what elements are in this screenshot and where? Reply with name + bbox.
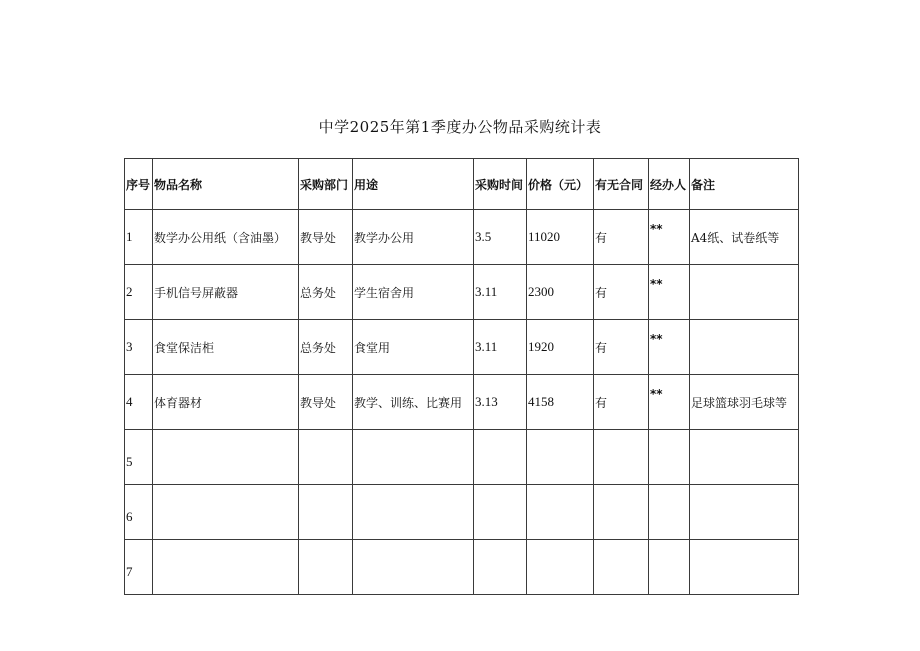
cell-item-name: 手机信号屏蔽器 (153, 265, 299, 320)
cell-remarks (690, 430, 799, 485)
cell-index: 7 (125, 540, 153, 595)
table-row (125, 265, 799, 320)
table-row (125, 375, 799, 430)
cell-purchase-time: 3.13 (474, 375, 527, 430)
cell-purpose (353, 430, 474, 485)
cell-handler (649, 540, 690, 595)
cell-price: 1920 (527, 320, 594, 375)
cell-contract: 有 (594, 375, 649, 430)
cell-item-name: 体育器材 (153, 375, 299, 430)
cell-department: 教导处 (299, 210, 353, 265)
cell-contract: 有 (594, 320, 649, 375)
cell-purpose: 教学办公用 (353, 210, 474, 265)
cell-price: 4158 (527, 375, 594, 430)
cell-purchase-time (474, 430, 527, 485)
header-index: 序号 (125, 159, 153, 210)
cell-purchase-time: 3.11 (474, 265, 527, 320)
cell-purchase-time (474, 540, 527, 595)
header-price: 价格（元） (527, 159, 594, 210)
cell-price (527, 430, 594, 485)
cell-index: 1 (125, 210, 153, 265)
cell-handler: ** (649, 265, 690, 320)
cell-item-name: 食堂保洁柜 (153, 320, 299, 375)
cell-remarks: A4纸、试卷纸等 (690, 210, 799, 265)
cell-index: 3 (125, 320, 153, 375)
cell-purpose (353, 485, 474, 540)
cell-index: 2 (125, 265, 153, 320)
cell-purchase-time: 3.5 (474, 210, 527, 265)
cell-price (527, 540, 594, 595)
document-title: 中学2025年第1季度办公物品采购统计表 (318, 118, 602, 136)
procurement-table (124, 158, 799, 595)
cell-purchase-time: 3.11 (474, 320, 527, 375)
cell-department (299, 485, 353, 540)
cell-department: 总务处 (299, 265, 353, 320)
cell-purpose: 教学、训练、比赛用 (353, 375, 474, 430)
cell-remarks: 足球篮球羽毛球等 (690, 375, 799, 430)
cell-price: 2300 (527, 265, 594, 320)
cell-remarks (690, 265, 799, 320)
cell-contract (594, 540, 649, 595)
cell-index: 5 (125, 430, 153, 485)
cell-remarks (690, 540, 799, 595)
cell-department (299, 540, 353, 595)
cell-handler: ** (649, 320, 690, 375)
cell-remarks (690, 485, 799, 540)
table-row (125, 485, 799, 540)
cell-department (299, 430, 353, 485)
cell-index: 6 (125, 485, 153, 540)
cell-contract (594, 485, 649, 540)
cell-handler (649, 430, 690, 485)
cell-item-name (153, 540, 299, 595)
header-contract: 有无合同 (594, 159, 649, 210)
header-purchase-time: 采购时间 (474, 159, 527, 210)
cell-purpose: 学生宿舍用 (353, 265, 474, 320)
cell-purchase-time (474, 485, 527, 540)
cell-department: 教导处 (299, 375, 353, 430)
table-row (125, 540, 799, 595)
cell-item-name (153, 430, 299, 485)
table-row (125, 210, 799, 265)
cell-item-name: 数学办公用纸（含油墨） (153, 210, 299, 265)
table-row (125, 430, 799, 485)
cell-price: 11020 (527, 210, 594, 265)
cell-price (527, 485, 594, 540)
header-item-name: 物品名称 (153, 159, 299, 210)
cell-remarks (690, 320, 799, 375)
cell-index: 4 (125, 375, 153, 430)
header-remarks: 备注 (690, 159, 799, 210)
cell-contract: 有 (594, 265, 649, 320)
header-purpose: 用途 (353, 159, 474, 210)
cell-purpose (353, 540, 474, 595)
cell-purpose: 食堂用 (353, 320, 474, 375)
table-row (125, 320, 799, 375)
cell-contract: 有 (594, 210, 649, 265)
cell-handler (649, 485, 690, 540)
header-row (125, 159, 799, 210)
header-handler: 经办人 (649, 159, 690, 210)
cell-contract (594, 430, 649, 485)
cell-item-name (153, 485, 299, 540)
cell-department: 总务处 (299, 320, 353, 375)
cell-handler: ** (649, 375, 690, 430)
header-department: 采购部门 (299, 159, 353, 210)
cell-handler: ** (649, 210, 690, 265)
